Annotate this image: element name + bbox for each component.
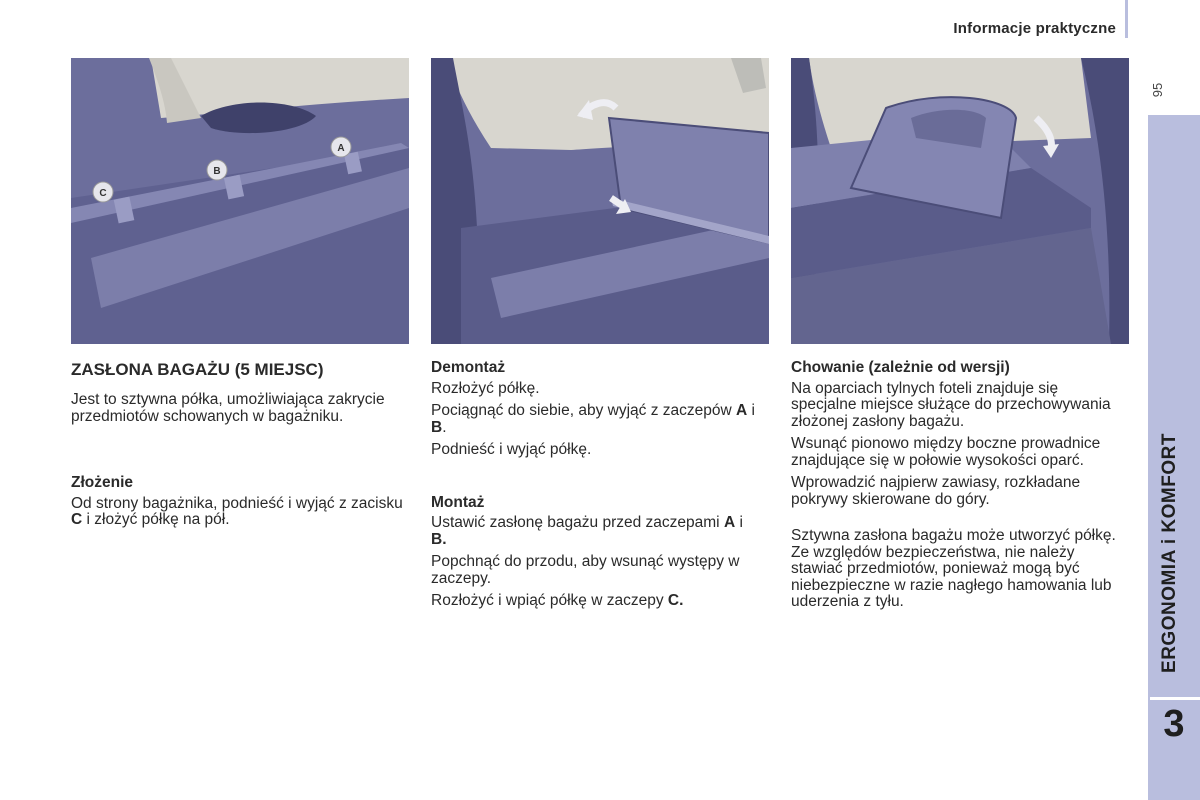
svg-text:C: C bbox=[99, 188, 107, 199]
storage-paragraph-1: Na oparciach tylnych foteli znajduje się specjalne miejsce służące do przechowywania złożonej zasłony bagażu. bbox=[791, 379, 1111, 430]
clip-label-a bbox=[331, 137, 351, 157]
removal-step-3: Podnieść i wyjąć półkę. bbox=[431, 441, 592, 458]
clip-label-b bbox=[207, 160, 227, 180]
removal-step-1: Rozłożyć półkę. bbox=[431, 379, 540, 397]
storage-heading: Chowanie (zależnie od wersji) bbox=[791, 359, 1010, 376]
removal-heading: Demontaż bbox=[431, 359, 506, 376]
mounting-step-3: Rozłożyć i wpiąć półkę w zaczepy C. bbox=[431, 592, 684, 609]
folding-heading: Złożenie bbox=[71, 474, 134, 491]
figure-removal bbox=[431, 58, 769, 344]
section-title: ZASŁONA BAGAŻU (5 MIEJSC) bbox=[71, 360, 324, 379]
page-number: 95 bbox=[1150, 82, 1165, 98]
storage-paragraph-3: Wprowadzić najpierw zawiasy, rozkładane pokrywy skierowane do góry. bbox=[791, 474, 1081, 508]
column-storage bbox=[791, 360, 1121, 617]
chapter-number: 3 bbox=[1163, 703, 1185, 745]
removal-step-2: Pociągnąć do siebie, aby wyjąć z zaczepów A i B. bbox=[431, 402, 755, 436]
safety-warning: Sztywna zasłona bagażu może utworzyć półkę. Ze względów bezpieczeństwa, nie należy stawiać przedmiotów, ponieważ mogą być niebezpieczne w razie nagłego hamowania lub uderzenia z tyłu. bbox=[791, 527, 1116, 610]
header-rule bbox=[1125, 0, 1128, 38]
running-header: Informacje praktyczne bbox=[953, 20, 1116, 37]
mounting-step-1: Ustawić zasłonę bagażu przed zaczepami A i B. bbox=[431, 514, 743, 548]
column-removal-mounting bbox=[431, 360, 761, 616]
column-cover-intro bbox=[71, 360, 411, 535]
clip-label-c bbox=[93, 182, 113, 202]
folding-text: Od strony bagażnika, podnieść i wyjąć z zacisku C i złożyć półkę na pół. bbox=[71, 494, 403, 528]
mounting-step-2: Popchnąć do przodu, aby wsunąć występy w zaczepy. bbox=[431, 553, 740, 587]
chapter-title: ERGONOMIA i KOMFORT bbox=[1159, 433, 1180, 673]
mounting-heading: Montaż bbox=[431, 493, 485, 511]
side-tab-divider bbox=[1150, 697, 1200, 700]
svg-text:B: B bbox=[213, 166, 221, 177]
storage-paragraph-2: Wsunąć pionowo między boczne prowadnice znajdujące się w połowie wysokości oparć. bbox=[791, 435, 1101, 469]
svg-text:A: A bbox=[337, 143, 345, 154]
figure-storage bbox=[791, 58, 1129, 344]
intro-text: Jest to sztywna półka, umożliwiająca zakrycie przedmiotów schowanych w bagażniku. bbox=[71, 391, 385, 425]
figure-clips bbox=[71, 58, 409, 344]
